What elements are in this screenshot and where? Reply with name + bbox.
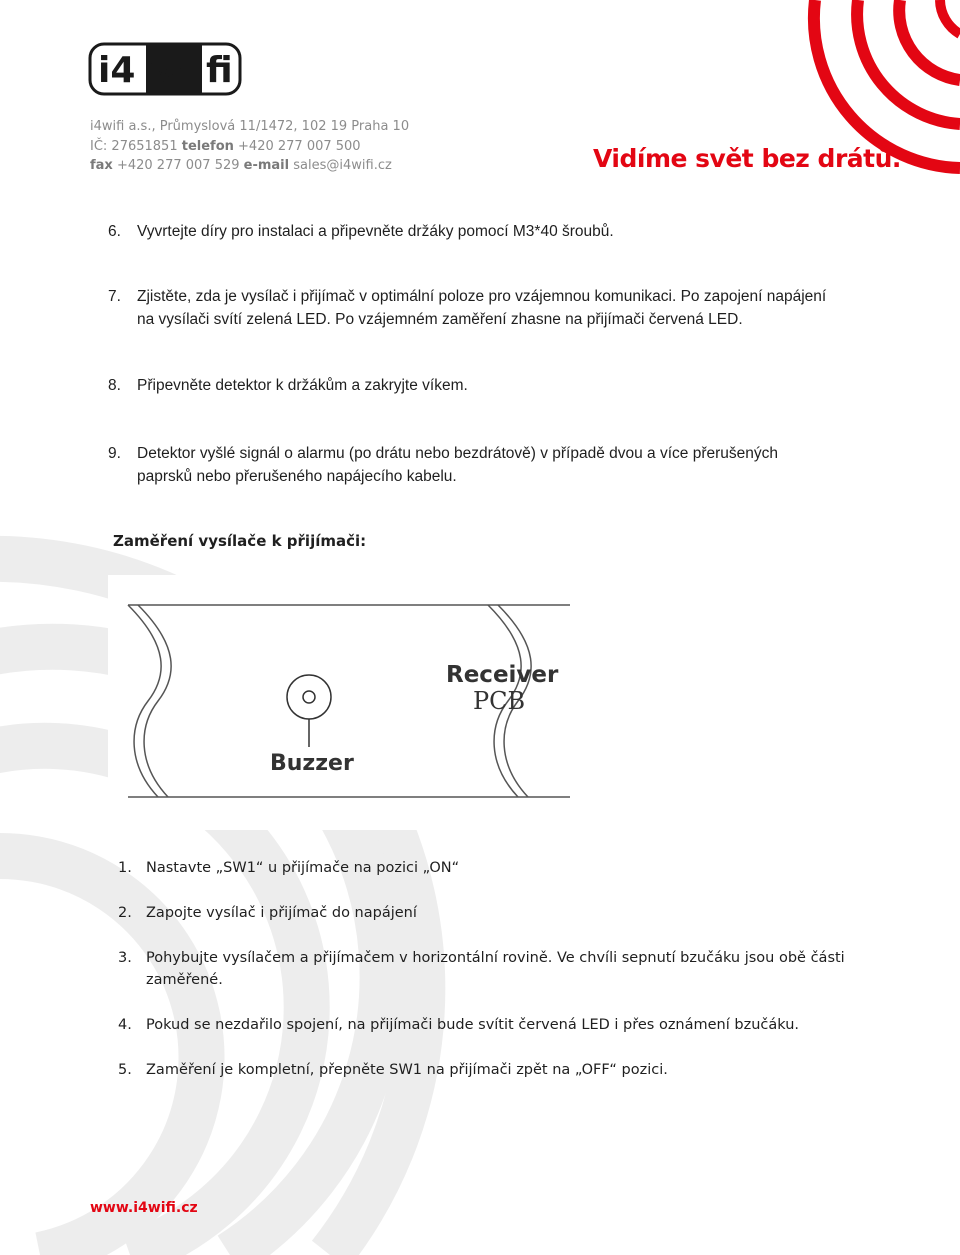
alignment-step-1 [118,857,858,881]
step-text: Zjistěte, zda je vysílač i přijímač v optimální poloze pro vzájemnou komunikaci. Po zapojení napájení na vysílači svítí zelená LED. Po vzájemném zaměření zhasne na přijímači červená LED. [137,288,827,328]
company-phone-label: telefon [181,138,234,154]
company-info [90,117,409,176]
step-text: Zapojte vysílač i přijímač do napájení [146,905,417,921]
step-7 [108,285,868,333]
step-text: Nastavte „SW1“ u přijímače na pozici „ON“ [146,860,460,876]
step-text: Vyvrtejte díry pro instalaci a připevněte držáky pomocí M3*40 šroubů. [137,223,614,240]
company-fax-label: fax [90,158,113,173]
step-9 [108,442,868,490]
company-phone: +420 277 007 500 [238,138,361,154]
alignment-step-5 [118,1059,858,1083]
receiver-pcb-figure [108,575,576,830]
step-text: Pokud se nezdařilo spojení, na přijímači bude svítit červená LED i přes oznámení bzučáku. [146,1017,799,1033]
i4wifi-logo [88,42,242,96]
company-address: i4wifi a.s., Průmyslová 11/1472, 102 19 Praha 10 [90,119,410,134]
company-fax-email [90,156,409,176]
company-fax: +420 277 007 529 [116,158,240,173]
receiver-label: Receiver [446,662,559,688]
step-text: Připevněte detektor k držákům a zakryjte víkem. [137,377,468,394]
svg-text:wi: wi [150,50,196,91]
step-number: 2. [118,905,132,921]
step-number: 4. [118,1017,132,1033]
step-text: Zaměření je kompletní, přepněte SW1 na přijímači zpět na „OFF“ pozici. [146,1062,668,1078]
company-ic-phone [90,137,409,157]
step-number: 3. [118,950,132,966]
pcb-label: PCB [473,687,526,715]
buzzer-label: Buzzer [270,751,354,776]
slogan: Vidíme svět bez drátů. [593,144,901,173]
footer-website-link[interactable]: www.i4wifi.cz [90,1200,198,1216]
section-heading: Zaměření vysílače k přijímači: [113,532,367,550]
step-text: Detektor vyšlé signál o alarmu (po drátu nebo bezdrátově) v případě dvou a více přerušených paprsků nebo přerušeného napájecího kabelu. [137,445,779,485]
alignment-step-4 [118,1014,858,1038]
company-ic: IČ: 27651851 [90,138,178,154]
step-8 [108,374,868,398]
svg-text:i4: i4 [98,50,136,91]
step-text: Pohybujte vysílačem a přijímačem v horizontální rovině. Ve chvíli sepnutí bzučáku jsou obě části zaměřené. [146,950,845,988]
alignment-step-3 [118,947,858,993]
company-email: sales@i4wifi.cz [293,158,392,173]
step-number: 5. [118,1062,132,1078]
step-6 [108,220,868,244]
step-number: 7. [108,288,121,305]
step-number: 8. [108,377,121,394]
step-number: 9. [108,445,121,462]
alignment-step-2 [118,902,858,926]
company-email-label: e-mail [243,158,290,173]
step-number: 6. [108,223,121,240]
step-number: 1. [118,860,132,876]
svg-text:fi: fi [206,50,233,91]
